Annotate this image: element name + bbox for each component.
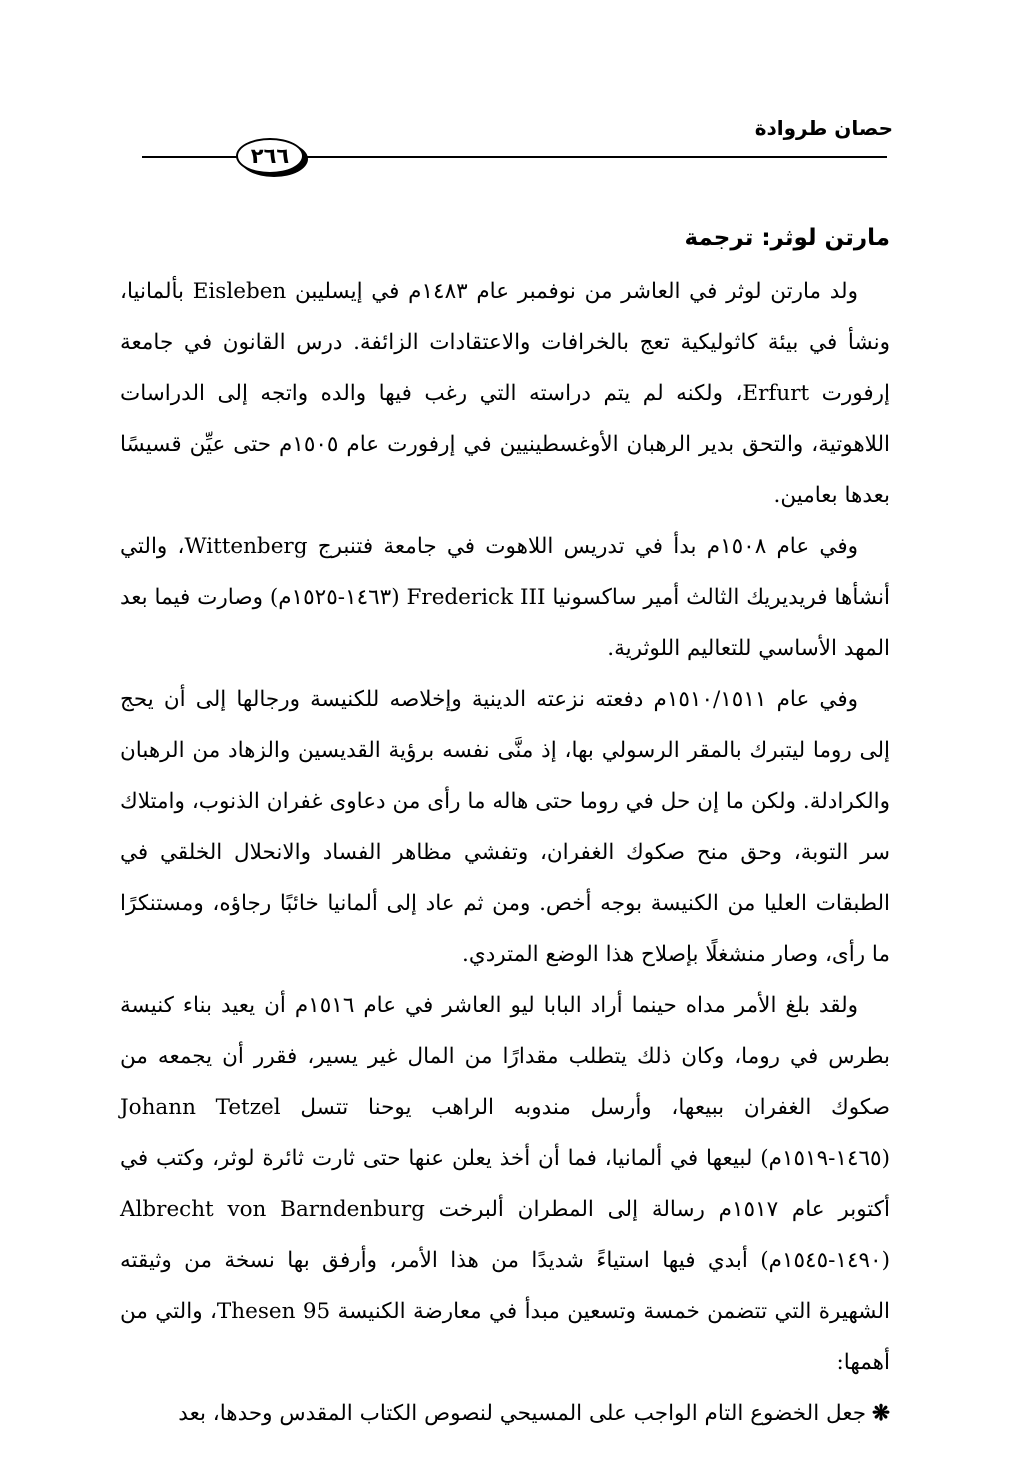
paragraph-indulgences: ولقد بلغ الأمر مداه حينما أراد البابا ليو العاشر في عام ١٥١٦م أن يعيد بناء كنيسة بطرس في روما، وكان ذلك يتطلب مقدارًا من المال غير يسير، فقرر أن يجمعه من صكوك الغفران ببيعها، وأرسل مندوبه الراهب يوحنا تتسل Johann Tetzel (١٤٦٥-١٥١٩م) لبيعها في ألمانيا، فما أن أخذ يعلن عنها حتى ثارت ثائرة لوثر، وكتب في أكتوبر عام ١٥١٧م رسالة إلى المطران ألبرخت Albrecht von Barndenburg (١٤٩٠-١٥٤٥م) أبدي فيها استياءً شديدًا من هذا الأمر، وأرفق بها نسخة من وثيقته الشهيرة التي تتضمن خمسة وتسعين مبدأ في معارضة الكنيسة 95 Thesen، والتي من أهمها: bbox=[120, 993, 890, 1375]
page-content bbox=[120, 214, 890, 1439]
list-item bbox=[120, 1388, 890, 1439]
page-number-oval bbox=[236, 138, 304, 174]
page-number-badge bbox=[236, 138, 304, 174]
paragraph-rome-trip: وفي عام ١٥١٠/١٥١١م دفعته نزعته الدينية وإخلاصه للكنيسة ورجالها إلى أن يحج إلى روما ليتبرك بالمقر الرسولي بها، إذ منَّى نفسه برؤية القديسين والزهاد من الرهبان والكرادلة. ولكن ما إن حل في روما حتى هاله ما رأى من دعاوى غفران الذنوب، وامتلاك سر التوبة، وحق منح صكوك الغفران، وتفشي مظاهر الفساد والانحلال الخلقي في الطبقات العليا من الكنيسة بوجه أخص. ومن ثم عاد إلى ألمانيا خائبًا رجاؤه، ومستنكرًا ما رأى، وصار منشغلًا بإصلاح هذا الوضع المتردي. bbox=[120, 687, 890, 967]
running-title: حصان طروادة bbox=[754, 116, 893, 140]
bullet-text: جعل الخضوع التام الواجب على المسيحي لنصوص الكتاب المقدس وحدها، بعد bbox=[178, 1401, 866, 1426]
paragraph-birth: ولد مارتن لوثر في العاشر من نوفمبر عام ١٤٨٣م في إيسليبن Eisleben بألمانيا، ونشأ في بيئة كاثوليكية تعج بالخرافات والاعتقادات الزائفة. درس القانون في جامعة إرفورت Erfurt، ولكنه لم يتم دراسته التي رغب فيها والده واتجه إلى الدراسات اللاهوتية، والتحق بدير الرهبان الأوغسطينيين في إرفورت عام ١٥٠٥م حتى عيِّن قسيسًا بعدها بعامين. bbox=[120, 279, 891, 508]
page-number: ٢٦٦ bbox=[250, 143, 290, 168]
asterisk-bullet-icon: ❋ bbox=[871, 1401, 890, 1426]
paragraph-wittenberg: وفي عام ١٥٠٨م بدأ في تدريس اللاهوت في جامعة فتنبرج Wittenberg، والتي أنشأها فريديريك الثالث أمير ساكسونيا Frederick III (١٤٦٣-١٥٢٥م) وصارت فيما بعد المهد الأساسي للتعاليم اللوثرية. bbox=[120, 534, 891, 661]
section-heading: مارتن لوثر: ترجمة bbox=[684, 225, 890, 251]
